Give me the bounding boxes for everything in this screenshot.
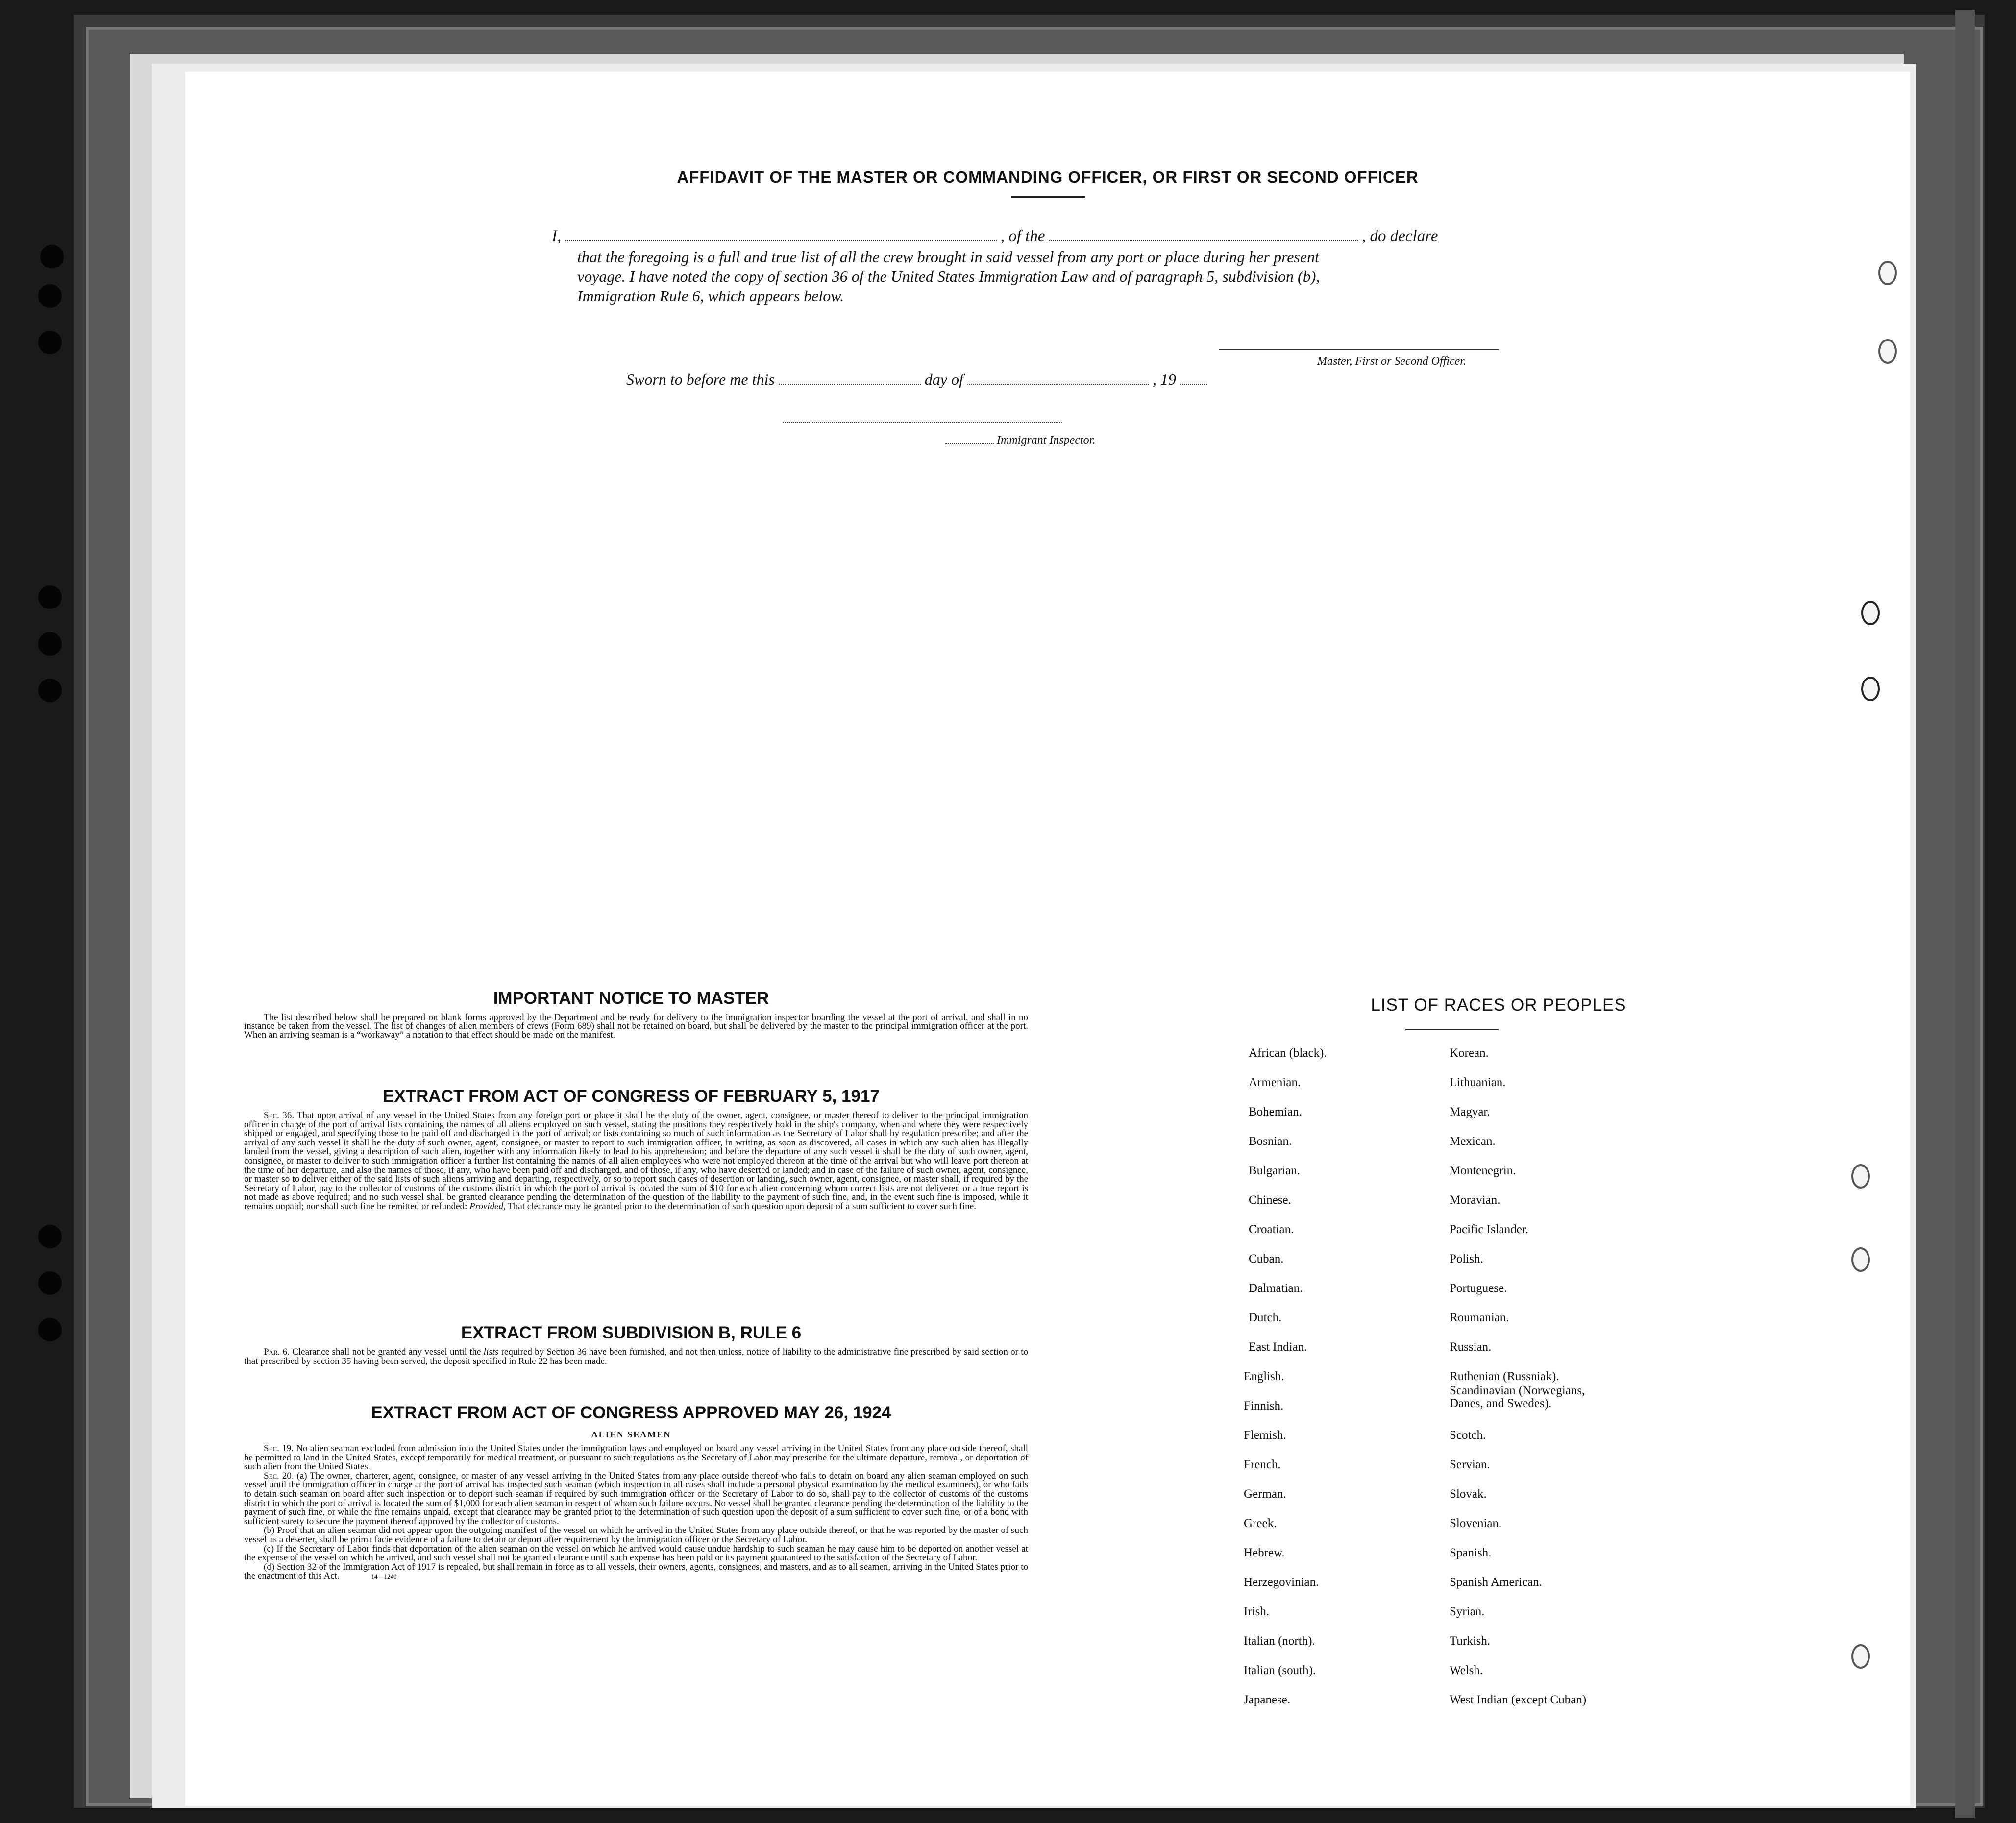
race-entry: Roumanian. bbox=[1450, 1311, 1509, 1324]
race-entry: Bohemian. bbox=[1249, 1105, 1303, 1118]
race-entry: Irish. bbox=[1244, 1605, 1270, 1618]
declaration-of-the: , of the bbox=[1000, 227, 1045, 245]
race-entry: Dalmatian. bbox=[1249, 1282, 1303, 1295]
par-6-label: Par. 6. bbox=[264, 1347, 290, 1357]
sworn-text: Sworn to before me this bbox=[626, 370, 775, 388]
punch-hole bbox=[1878, 261, 1897, 285]
race-entry: English. bbox=[1244, 1370, 1284, 1383]
notice-paragraph: The list described below shall be prepared on blank forms approved by the Department and be ready for delivery to the immigration inspector boarding the vessel at the port of arrival, and shall in no instance be taken from the vessel. The list of changes of alien members of crews (Form 689) shall not be retained on board, but shall be delivered by the master to the principal immigration officer at the port. When an arriving seaman is a “workaway” a notation to that effect should be made on the manifest. bbox=[244, 1012, 1028, 1040]
sec-19-label: Sec. 19. bbox=[264, 1443, 294, 1454]
race-entry: French. bbox=[1244, 1458, 1281, 1471]
binder-hole bbox=[38, 1318, 62, 1341]
notice-title: IMPORTANT NOTICE TO MASTER bbox=[493, 989, 769, 1008]
binder-hole bbox=[38, 632, 62, 656]
title-underline bbox=[1011, 196, 1085, 198]
race-entry: Slovenian. bbox=[1450, 1517, 1502, 1530]
year-blank bbox=[1180, 382, 1207, 385]
race-entry: Flemish. bbox=[1244, 1429, 1286, 1442]
rule6-text-1: Clearance shall not be granted any vessel until the bbox=[292, 1347, 481, 1357]
race-entry: Korean. bbox=[1450, 1046, 1489, 1060]
lists-word: lists bbox=[483, 1347, 499, 1357]
race-entry: Lithuanian. bbox=[1450, 1076, 1506, 1089]
race-entry: Spanish. bbox=[1450, 1546, 1492, 1559]
inspector-label-line bbox=[945, 434, 1095, 447]
race-entry: Scotch. bbox=[1450, 1429, 1486, 1442]
race-entry: Bulgarian. bbox=[1249, 1164, 1300, 1177]
sec-20a-body: (a) The owner, charterer, agent, consignee, or master of any vessel arriving in the United States from any place outside thereof who fails to detain on board any alien seaman employed on such vessel until the immigration officer in charge at the port of arrival has inspected such seaman (which inspection in all cases shall include a personal physical examination by the medical examiners), or who fails to detain such seaman on board after such inspection or to deport such seaman if required by such immigration officer or the Secretary of Labor to do so, shall pay to the collector of customs of the customs district in which the port of arrival is located the sum of $1,000 for each alien seaman in respect of whom such failure occurs. No vessel shall be granted clearance pending the determination of the liability to the payment of such fine, or while the fine remains unpaid, except that clearance may be granted prior to the determination of such question upon the deposit of a sum sufficient to cover such fine, or of a bond with sufficient surety to secure the payment thereof approved by the collector of customs. bbox=[244, 1470, 1029, 1527]
race-entry: Slovak. bbox=[1450, 1487, 1487, 1501]
alien-seamen-subtitle: ALIEN SEAMEN bbox=[591, 1430, 671, 1439]
sworn-day-of: day of bbox=[924, 370, 963, 388]
binder-hole bbox=[38, 284, 62, 308]
extract-1924-title: EXTRACT FROM ACT OF CONGRESS APPROVED MAY 26, 1924 bbox=[371, 1403, 891, 1422]
extract-1924-text bbox=[244, 1444, 1028, 1581]
race-entry: Mexican. bbox=[1450, 1135, 1496, 1148]
races-title-underline bbox=[1405, 1029, 1499, 1030]
day-blank bbox=[779, 382, 921, 385]
extract-rule6-title: EXTRACT FROM SUBDIVISION B, RULE 6 bbox=[461, 1323, 802, 1342]
sec-36-label: Sec. 36. bbox=[264, 1110, 294, 1120]
race-entry: Spanish American. bbox=[1450, 1576, 1542, 1589]
affidavit-body-1: that the foregoing is a full and true list of all the crew brought in said vessel from any port or place during her present bbox=[577, 248, 1319, 266]
race-entry: Pacific Islander. bbox=[1450, 1223, 1529, 1236]
sec-20c-body: (c) If the Secretary of Labor finds that deportation of the alien seaman on the vessel on which he arrived would cause undue hardship to such seaman he may cause him to be deported on another vessel at the expense of the vessel on which he arrived, and such vessel shall not be granted clearance until such expense has been paid or its payment guaranteed to the satisfaction of the Secretary of Labor. bbox=[244, 1543, 1028, 1563]
races-right-column bbox=[1450, 1039, 1675, 1734]
race-entry: Welsh. bbox=[1450, 1664, 1483, 1677]
race-entry: East Indian. bbox=[1249, 1340, 1307, 1354]
race-entry: Ruthenian (Russniak). bbox=[1450, 1370, 1559, 1383]
race-entry: Syrian. bbox=[1450, 1605, 1485, 1618]
declaration-line bbox=[552, 227, 1438, 245]
races-left-column bbox=[1244, 1039, 1445, 1734]
month-blank bbox=[967, 382, 1149, 385]
affidavit-form-sheet bbox=[185, 72, 1910, 1806]
inspector-label: Immigrant Inspector. bbox=[997, 434, 1096, 447]
race-entry: Moravian. bbox=[1450, 1193, 1500, 1207]
race-entry: Magyar. bbox=[1450, 1105, 1490, 1118]
binder-hole bbox=[38, 585, 62, 609]
form-number: 14—1240 bbox=[371, 1573, 397, 1580]
sec-20d-body: (d) Section 32 of the Immigration Act of 1917 is repealed, but shall remain in force as to all vessels, their owners, agents, consignees, and masters, and as to all seamen, arriving in the United States prior to the enactment of this Act. bbox=[244, 1561, 1028, 1581]
sworn-line bbox=[626, 370, 1207, 389]
race-entry: Armenian. bbox=[1249, 1076, 1301, 1089]
declaration-i: I, bbox=[552, 227, 562, 245]
right-edge-strip bbox=[1955, 10, 1975, 1818]
sec-36-end: That clearance may be granted prior to the determination of such question upon deposit of a sum sufficient to cover such fine. bbox=[508, 1201, 976, 1212]
punch-hole bbox=[1851, 1164, 1870, 1189]
rule6-text-2: required by Section 36 have been furnished, and not then unless, notice of liability to the administrative fine prescribed by said section or to that prescribed by section 35 having been served, the deposit specified in Rule 22 has been made. bbox=[244, 1347, 1028, 1366]
race-entry: Portuguese. bbox=[1450, 1282, 1507, 1295]
notice-text bbox=[244, 1013, 1028, 1040]
sworn-year: , 19 bbox=[1152, 370, 1176, 388]
sec-20b-body: (b) Proof that an alien seaman did not appear upon the outgoing manifest of the vessel on which he arrived in the United States from any place outside thereof, or that he was reported by the master of such vessel as a deserter, shall be prima facie evidence of a failure to detain or deport after requirement by the immigration officer or the Secretary of Labor. bbox=[244, 1525, 1028, 1545]
race-entry: Greek. bbox=[1244, 1517, 1277, 1530]
binder-hole bbox=[38, 1225, 62, 1248]
punch-hole bbox=[1878, 339, 1897, 364]
race-entry: Bosnian. bbox=[1249, 1135, 1292, 1148]
extract-1917-title: EXTRACT FROM ACT OF CONGRESS OF FEBRUARY 5, 1917 bbox=[383, 1087, 880, 1106]
race-entry: German. bbox=[1244, 1487, 1286, 1501]
races-title: LIST OF RACES OR PEOPLES bbox=[1371, 996, 1626, 1015]
name-blank bbox=[565, 238, 997, 241]
race-entry: Chinese. bbox=[1249, 1193, 1291, 1207]
race-entry: Hebrew. bbox=[1244, 1546, 1285, 1559]
sec-19-body: No alien seaman excluded from admission into the United States under the immigration laws and employed on board any vessel arriving in the United States from any place outside thereof, shall be permitted to land in the United States, except temporarily for medical treatment, or pursuant to such regulations as the Secretary of Labor may prescribe for the ultimate departure, removal, or deportation of such alien from the United States. bbox=[244, 1443, 1029, 1472]
affidavit-body-3: Immigration Rule 6, which appears below. bbox=[577, 287, 844, 305]
affidavit-title: AFFIDAVIT OF THE MASTER OR COMMANDING OFFICER, OR FIRST OR SECOND OFFICER bbox=[677, 168, 1419, 186]
race-entry: Turkish. bbox=[1450, 1634, 1491, 1648]
signature-line bbox=[1219, 349, 1499, 350]
binder-hole bbox=[40, 245, 64, 268]
race-entry: Japanese. bbox=[1244, 1693, 1291, 1706]
provided-word: Provided, bbox=[469, 1201, 506, 1212]
race-entry: Dutch. bbox=[1249, 1311, 1282, 1324]
race-entry: Servian. bbox=[1450, 1458, 1490, 1471]
race-entry: Polish. bbox=[1450, 1252, 1483, 1265]
punch-hole bbox=[1861, 677, 1880, 701]
punch-hole bbox=[1851, 1247, 1870, 1272]
binder-hole bbox=[38, 331, 62, 354]
race-entry: West Indian (except Cuban) bbox=[1450, 1693, 1587, 1706]
race-entry: Italian (north). bbox=[1244, 1634, 1315, 1648]
declaration-declare: , do declare bbox=[1361, 227, 1438, 245]
sec-20-label: Sec. 20. bbox=[264, 1470, 294, 1481]
race-entry: Cuban. bbox=[1249, 1252, 1284, 1265]
affidavit-body-2: voyage. I have noted the copy of section 36 of the United States Immigration Law and of paragraph 5, subdivision (b), bbox=[577, 267, 1320, 285]
punch-hole bbox=[1861, 601, 1880, 625]
race-entry: Scandinavian (Norwegians, Danes, and Swedes). bbox=[1450, 1384, 1585, 1410]
extract-rule6-text bbox=[244, 1348, 1028, 1366]
race-entry: Montenegrin. bbox=[1450, 1164, 1516, 1177]
inspector-dots bbox=[945, 441, 994, 444]
signature-label: Master, First or Second Officer. bbox=[1317, 355, 1466, 367]
race-entry: Herzegovinian. bbox=[1244, 1576, 1319, 1589]
race-entry: African (black). bbox=[1249, 1046, 1327, 1060]
race-entry: Croatian. bbox=[1249, 1223, 1294, 1236]
punch-hole bbox=[1851, 1644, 1870, 1669]
race-entry: Finnish. bbox=[1244, 1399, 1284, 1412]
inspector-signature-line bbox=[783, 422, 1062, 423]
extract-1917-text bbox=[244, 1111, 1028, 1212]
sec-36-body: That upon arrival of any vessel in the United States from any foreign port or place it shall be the duty of the owner, agent, consignee, or master thereof to deliver to the principal immigration officer in charge of the port of arrival lists containing the names of all aliens employed on such vessel, stating the positions they respectively hold in the ship's company, when and where they were respectively shipped or engaged, and specifying those to be paid off and discharged in the port of arrival; or lists containing so much of such information as the Secretary of Labor shall by regulation prescribe; and after the arrival of any such vessel it shall be the duty of such owner, agent, consignee, or master to report to such immigration officer, in writing, as soon as discovered, all cases in which any such alien has illegally landed from the vessel, giving a description of such alien, together with any information likely to lead to his apprehension; and before the departure of any such vessel it shall be the duty of such owner, agent, consignee, or master to deliver to such immigration officer a further list containing the names of all alien employees who were not employed thereon at the time of the arrival but who will leave port thereon at the time of her departure, and also the names of those, if any, who have been paid off and discharged, and of those, if any, who have deserted or landed; and in case of the failure of such owner, agent, consignee, or master so to deliver either of the said lists of such aliens arriving and departing, respectively, or so to report such cases of desertion or landing, such owner, agent, consignee, or master shall, if required by the Secretary of Labor, pay to the collector of customs of the customs district in which the port of arrival is located the sum of $10 for each alien concerning whom correct lists are not delivered or a true report is not made as above required; and no such vessel shall be granted clearance pending the determination of the question of the liability to the payment of such fine, and, in the event such fine is imposed, while it remains unpaid; nor shall such fine be remitted or refunded: bbox=[244, 1110, 1028, 1212]
race-entry: Russian. bbox=[1450, 1340, 1492, 1354]
vessel-blank bbox=[1049, 238, 1358, 241]
binder-hole bbox=[38, 1271, 62, 1295]
binder-hole bbox=[38, 679, 62, 702]
race-entry: Italian (south). bbox=[1244, 1664, 1316, 1677]
